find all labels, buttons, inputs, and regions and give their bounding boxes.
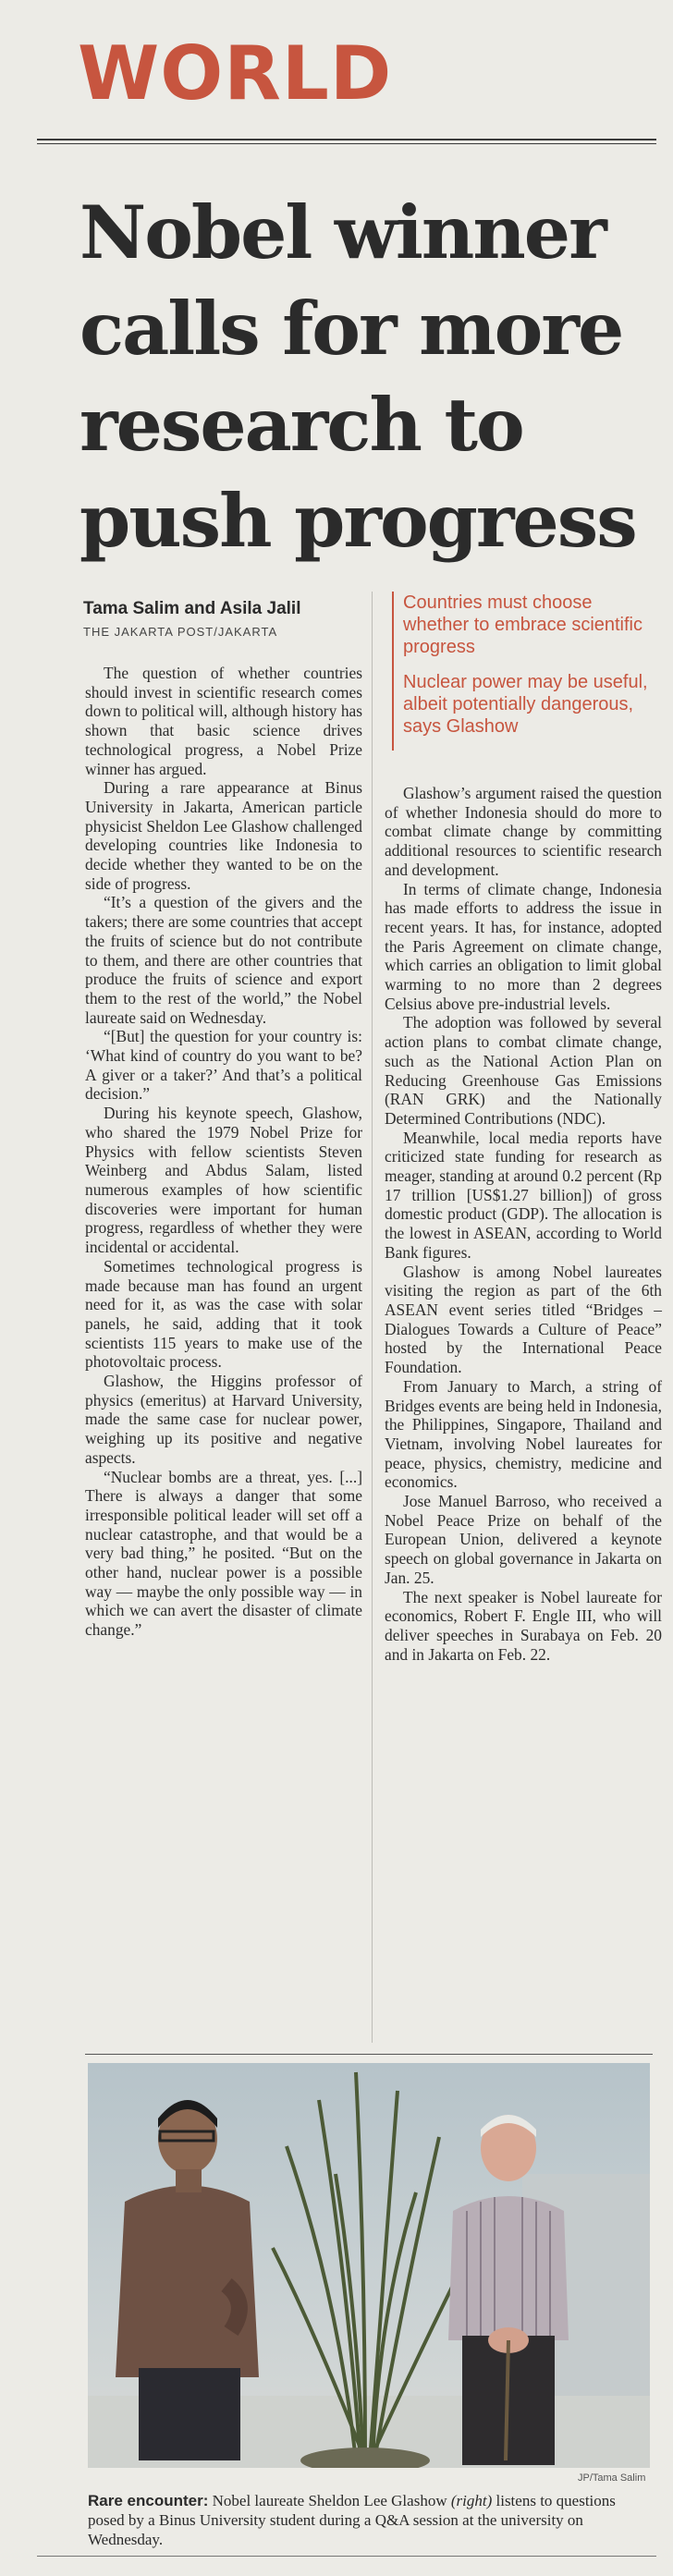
pull-quote-1: Countries must choose whether to embrace scientific progress	[403, 592, 643, 657]
paragraph: Glashow is among Nobel laureates visiting the region as part of the 6th ASEAN event series titled “Bridges – Dialogues Towards a Culture of Peace” hosted by the International Peace Foundation.	[385, 1262, 662, 1377]
pull-quote-2: Nuclear power may be useful, albeit potentially dangerous, says Glashow	[403, 672, 648, 737]
bottom-rule	[37, 2556, 656, 2557]
photo-credit: JP/Tama Salim	[578, 2472, 646, 2484]
article-column-right	[385, 784, 662, 1664]
column-divider	[372, 592, 373, 2043]
paragraph: The next speaker is Nobel laureate for economics, Robert F. Engle III, who will deliver speeches in Surabaya on Feb. 20 and in Jakarta on Feb. 22.	[385, 1587, 662, 1664]
headline: Nobel winner calls for more research to push progress	[80, 189, 636, 564]
section-rule	[37, 139, 656, 140]
paragraph: The question of whether countries should invest in scientific research comes down to political will, although history has shown that basic science drives technological progress, a Nobel Prize winner has argued.	[85, 664, 362, 778]
pull-quote-box	[392, 592, 662, 751]
photo-caption	[88, 2491, 652, 2549]
section-label: WORLD	[78, 31, 393, 116]
caption-text-2: listens to questions posed by a Binus University student during a Q&A session at the university on Wednesday.	[88, 2492, 616, 2548]
dateline: THE JAKARTA POST/JAKARTA	[83, 625, 278, 639]
section-rule-thin	[37, 143, 656, 144]
caption-text: Nobel laureate Sheldon Lee Glashow	[208, 2492, 451, 2509]
paragraph: From January to March, a string of Bridges events are being held in Indonesia, the Philippines, Singapore, Thailand and Vietnam, involving Nobel laureates for peace, physics, chemistry, medicine and economics.	[385, 1376, 662, 1492]
glashow-figure	[448, 2115, 569, 2465]
caption-emphasis: (right)	[450, 2492, 493, 2509]
photo-rule	[85, 2054, 653, 2055]
paragraph: In terms of climate change, Indonesia has made efforts to address the issue in recent years. It has, for instance, adopted the Paris Agreement on climate change, which carries an obligation to limit global warming to no more than 2 degrees Celsius above pre-industrial levels.	[385, 879, 662, 1013]
paragraph: During his keynote speech, Glashow, who shared the 1979 Nobel Prize for Physics with fellow scientists Steven Weinberg and Abdus Salam, listed numerous examples of how scientific discoveries were important for human progress, regardless of whether they were incidental or accidental.	[85, 1104, 362, 1257]
news-photo	[88, 2063, 650, 2468]
paragraph: Jose Manuel Barroso, who received a Nobel Peace Prize on behalf of the European Union, delivered a keynote speech on global governance in Jakarta on Jan. 25.	[385, 1492, 662, 1587]
article-column-left	[85, 664, 362, 1640]
paragraph: Meanwhile, local media reports have criticized state funding for research as meager, standing at around 0.2 percent (Rp 17 trillion [US$1.27 billion]) of gross domestic product (GDP). The allocation is the lowest in ASEAN, according to World Bank figures.	[385, 1128, 662, 1262]
photo-illustration	[88, 2063, 650, 2468]
paragraph: During a rare appearance at Binus University in Jakarta, American particle physicist Sheldon Lee Glashow challenged developing countries like Indonesia to decide whether they wanted to be on the side of progress.	[85, 778, 362, 893]
paragraph: “Nuclear bombs are a threat, yes. [...] There is always a danger that some irresponsible political leader will set off a nuclear catastrophe, and that would be a very bad thing,” he posited. “But on the other hand, nuclear power is a possible way — maybe the only possible way — in which we can avert the disaster of climate change.”	[85, 1467, 362, 1640]
paragraph: Glashow, the Higgins professor of physics (emeritus) at Harvard University, made the same case for nuclear power, weighing up its positive and negative aspects.	[85, 1372, 362, 1467]
paragraph: Sometimes technological progress is made because man has found an urgent need for it, as was the case with solar panels, he said, adding that it took scientists 115 years to make use of the photovoltaic process.	[85, 1256, 362, 1372]
caption-lead: Rare encounter:	[88, 2492, 209, 2509]
paragraph: “[But] the question for your country is: ‘What kind of country do you want to be? A giver or a taker?’ And that’s a political decision.”	[85, 1027, 362, 1104]
byline: Tama Salim and Asila Jalil	[83, 599, 301, 618]
paragraph: Glashow’s argument raised the question of whether Indonesia should do more to combat climate change by committing additional resources to scientific research and development.	[385, 784, 662, 879]
paragraph: “It’s a question of the givers and the takers; there are some countries that accept the fruits of science but do not contribute to them, and there are other countries that produce the fruits of science and export them to the rest of the world,” the Nobel laureate said on Wednesday.	[85, 893, 362, 1027]
paragraph: The adoption was followed by several action plans to combat climate change, such as the National Action Plan on Reducing Greenhouse Gas Emissions (RAN GRK) and the Nationally Determined Contributions (NDC).	[385, 1013, 662, 1128]
